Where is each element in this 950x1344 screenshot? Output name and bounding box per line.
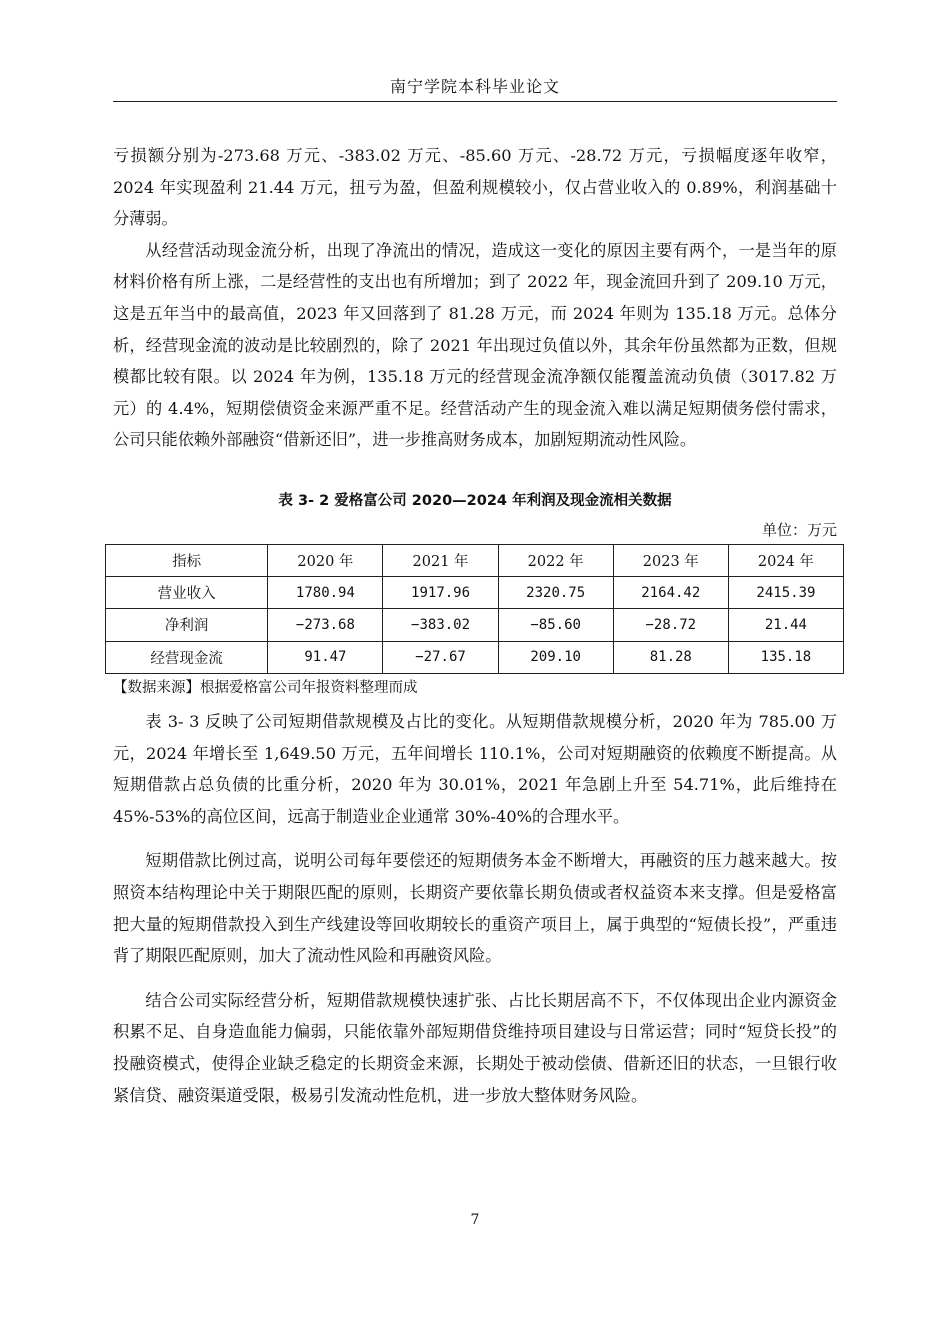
table-cell: −85.60 <box>498 609 613 641</box>
table-cell: 91.47 <box>268 641 383 673</box>
paragraph: 结合公司实际经营分析，短期借款规模快速扩张、占比长期居高不下，不仅体现出企业内源资金积累不足、自身造血能力偏弱，只能依靠外部短期借贷维持项目建设与日常运营；同时“短贷长投”的投融资模式，使得企业缺乏稳定的长期资金来源，长期处于被动偿债、借新还旧的状态，一旦银行收紧信贷、融资渠道受限，极易引发流动性危机，进一步放大整体财务风险。 <box>113 990 837 1105</box>
table-cell: −383.02 <box>383 609 498 641</box>
table-cell: −28.72 <box>613 609 728 641</box>
table-row <box>106 641 844 673</box>
table-cell: 81.28 <box>613 641 728 673</box>
table-unit: 单位：万元 <box>761 521 837 539</box>
header-cell: 2021 年 <box>383 545 498 577</box>
paragraph: 短期借款比例过高，说明公司每年要偿还的短期债务本金不断增大，再融资的压力越来越大。按照资本结构理论中关于期限匹配的原则，长期资产要依靠长期负债或者权益资本来支撑。但是爱格富把大量的短期借款投入到生产线建设等回收期较长的重资产项目上，属于典型的“短债长投”，严重违背了期限匹配原则，加大了流动性风险和再融资风险。 <box>113 851 837 966</box>
table-caption: 表 3- 2 爱格富公司 2020—2024 年利润及现金流相关数据 <box>278 493 672 509</box>
table-cell: 2164.42 <box>613 577 728 609</box>
table-cell: 2415.39 <box>728 577 843 609</box>
table-cell: −273.68 <box>268 609 383 641</box>
table-cell: 2320.75 <box>498 577 613 609</box>
table-cell: 1917.96 <box>383 577 498 609</box>
header-cell: 2024 年 <box>728 545 843 577</box>
table-cell: 135.18 <box>728 641 843 673</box>
table-cell: 1780.94 <box>268 577 383 609</box>
header-cell: 2020 年 <box>268 545 383 577</box>
page-header-title: 南宁学院本科毕业论文 <box>389 77 560 96</box>
table-cell: 209.10 <box>498 641 613 673</box>
paragraph: 从经营活动现金流分析，出现了净流出的情况，造成这一变化的原因主要有两个，一是当年的原材料价格有所上涨，二是经营性的支出也有所增加；到了 2022 年，现金流回升到了 209.10 万元，这是五年当中的最高值，2023 年又回落到了 81.28 万元，而 2024 年则为 135.18 万元。总体分析，经营现金流的波动是比较剧烈的，除了 2021 年出现过负值以外，其余年份虽然都为正数，但规模都比较有限。以 2024 年为例，135.18 万元的经营现金流净额仅能覆盖流动负债（3017.82 万元）的 4.4%，短期偿债资金来源严重不足。经营活动产生的现金流入难以满足短期债务偿付需求，公司只能依赖外部融资“借新还旧”，进一步推高财务成本，加剧短期流动性风险。 <box>113 240 837 450</box>
paragraph: 表 3- 3 反映了公司短期借款规模及占比的变化。从短期借款规模分析，2020 年为 785.00 万元，2024 年增长至 1,649.50 万元，五年间增长 110.1%，公司对短期融资的依赖度不断提高。从短期借款占总负债的比重分析，2020 年为 30.01%，2021 年急剧上升至 54.71%，此后维持在 45%-53%的高位区间，远高于制造业企业通常 30%-40%的合理水平。 <box>113 712 837 826</box>
table-header-row <box>106 545 844 577</box>
page-number: 7 <box>470 1212 480 1228</box>
header-cell: 指标 <box>106 545 268 577</box>
header-cell: 2022 年 <box>498 545 613 577</box>
table-cell: 21.44 <box>728 609 843 641</box>
data-table <box>105 544 844 674</box>
body-text-bottom <box>113 706 837 1111</box>
table-source-note: 【数据来源】根据爱格富公司年报资料整理而成 <box>113 680 418 696</box>
table-cell: −27.67 <box>383 641 498 673</box>
header-divider <box>113 101 837 102</box>
body-text-top <box>113 140 837 456</box>
row-label: 净利润 <box>106 609 268 641</box>
table-row <box>106 577 844 609</box>
row-label: 经营现金流 <box>106 641 268 673</box>
table-row <box>106 609 844 641</box>
row-label: 营业收入 <box>106 577 268 609</box>
header-cell: 2023 年 <box>613 545 728 577</box>
paragraph: 亏损额分别为-273.68 万元、-383.02 万元、-85.60 万元、-28.72 万元，亏损幅度逐年收窄，2024 年实现盈利 21.44 万元，扭亏为盈，但盈利规模较小，仅占营业收入的 0.89%，利润基础十分薄弱。 <box>113 146 837 229</box>
